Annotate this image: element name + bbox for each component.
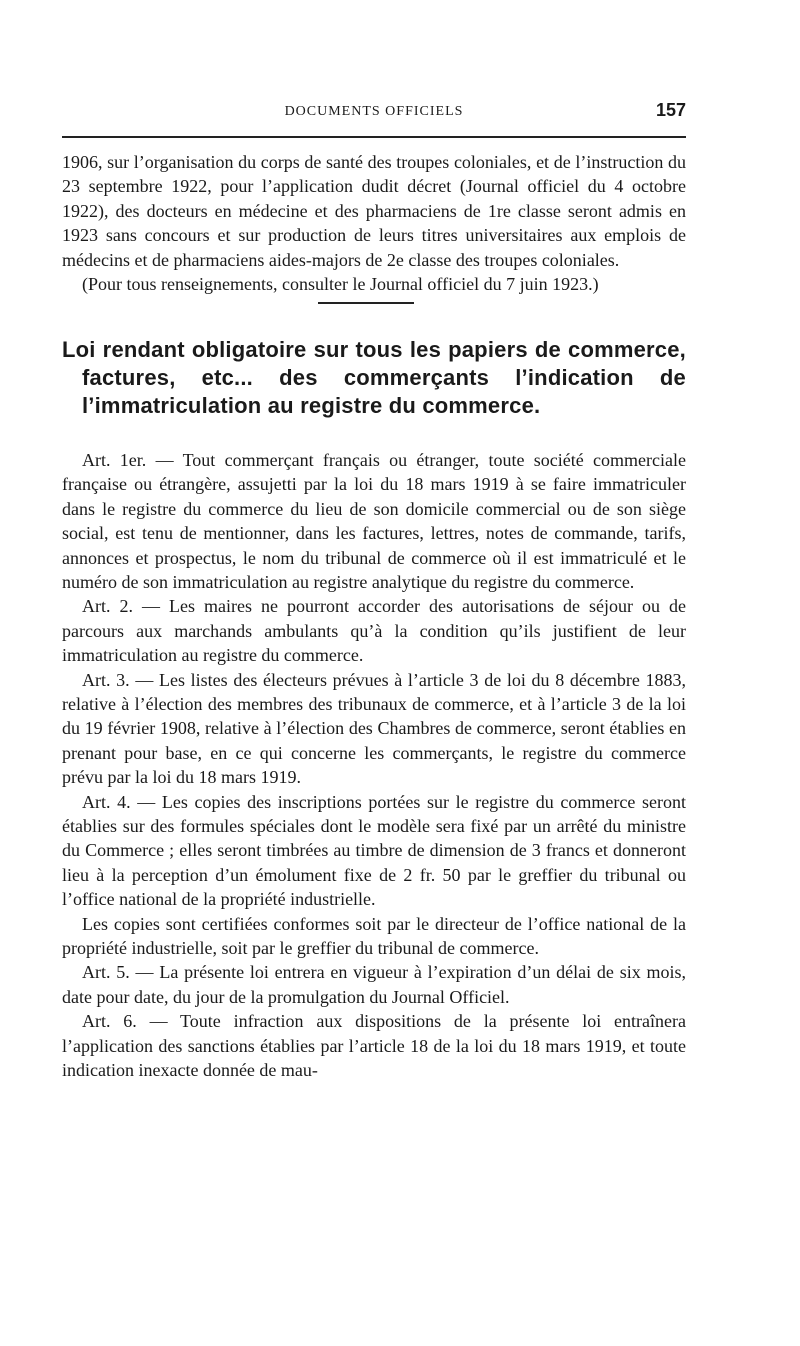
article-4-continuation: Les copies sont certifiées conformes soit par le directeur de l’office national de la propriété industrielle, soit par le greffier du tribunal de commerce. xyxy=(62,913,686,959)
article-4: Art. 4. — Les copies des inscriptions portées sur le registre du commerce seront établies sur des formules spéciales dont le modèle sera fixé par un arrêté du ministre du Commerce ; elles seront timbrées au timbre de dimension de 3 francs et donneront lieu à la perception d’un émolument fixe de 2 fr. 50 par le greffier du tribunal ou l’office national de la propriété industrielle. xyxy=(62,791,686,910)
intro-paragraph: 1906, sur l’organisation du corps de santé des troupes coloniales, et de l’instruction du 23 septembre 1922, pour l’application dudit décret (Journal officiel du 4 octobre 1922), des docteurs en médecine et des pharmaciens de 1re classe seront admis en 1923 sans concours et sur production de leurs titres universitaires aux emplois de médecins et de pharmaciens aides-majors de 2e classe des troupes coloniales. xyxy=(62,152,686,270)
page-body xyxy=(62,150,686,1083)
law-title: Loi rendant obligatoire sur tous les papiers de commerce, factures, etc... des commerçants l’indication de l’immatriculation au registre du commerce. xyxy=(62,336,686,418)
article-2: Art. 2. — Les maires ne pourront accorder des autorisations de séjour ou de parcours aux marchands ambulants qu’à la condition qu’ils justifient de leur immatriculation au registre du commerce. xyxy=(62,596,686,666)
page-number: 157 xyxy=(655,100,686,120)
intro-note: (Pour tous renseignements, consulter le Journal officiel du 7 juin 1923.) xyxy=(82,274,599,295)
article-3: Art. 3. — Les listes des électeurs prévues à l’article 3 de loi du 8 décembre 1883, relative à l’élection des membres des tribunaux de commerce, et à l’article 3 de la loi du 19 février 1908, relative à l’élection des Chambres de commerce, seront établies en prenant pour base, en ce qui concerne les commerçants, le registre du commerce prévu par la loi du 18 mars 1919. xyxy=(62,669,686,788)
article-5: Art. 5. — La présente loi entrera en vigueur à l’expiration d’un délai de six mois, date pour date, du jour de la promulgation du Journal Officiel. xyxy=(62,962,686,1007)
header-rule xyxy=(62,136,686,138)
running-title: DOCUMENTS OFFICIELS xyxy=(284,104,464,119)
article-6: Art. 6. — Toute infraction aux dispositions de la présente loi entraînera l’application des sanctions établies par l’article 18 de la loi du 18 mars 1919, et toute indication inexacte donnée de mau- xyxy=(62,1011,686,1081)
section-separator xyxy=(318,302,414,304)
article-1: Art. 1er. — Tout commerçant français ou étranger, toute société commerciale française ou étrangère, assujetti par la loi du 18 mars 1919 à se faire immatriculer dans le registre du commerce du lieu de son domicile commercial ou de son siège social, est tenu de mentionner, dans les factures, lettres, notes de commande, tarifs, annonces et prospectus, le nom du tribunal de commerce où il est immatriculé et le numéro de son immatriculation au registre analytique du registre du commerce. xyxy=(62,449,686,592)
running-head xyxy=(62,100,686,128)
